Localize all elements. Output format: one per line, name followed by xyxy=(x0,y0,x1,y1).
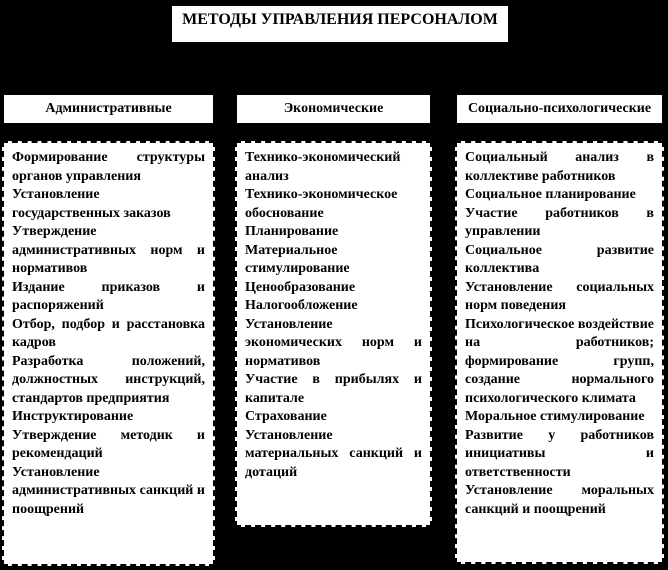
diagram-title-box xyxy=(170,4,510,44)
column-header-label: Социально-психологические xyxy=(467,101,652,116)
column-header-socio-psychological xyxy=(455,93,664,125)
list-item: Социальный анализ в коллективе работников xyxy=(465,150,654,184)
list-item: Издание приказов и распоряжений xyxy=(12,279,205,313)
list-item: Планирование xyxy=(245,224,339,239)
list-item: Социальное планирование xyxy=(465,187,636,202)
list-item: Психологическое воздействие на работников; формирование групп, создание нормального психологического климата xyxy=(465,316,654,406)
list-item: Установление социальных норм поведения xyxy=(465,279,654,313)
column-content-administrative xyxy=(2,141,215,566)
column-content-economic xyxy=(235,141,432,527)
list-item: Страхование xyxy=(245,409,327,424)
list-item: Отбор, подбор и расстановка кадров xyxy=(12,316,205,350)
list-item: Моральное стимулирование xyxy=(465,409,645,424)
list-item: Установление административных санкций и поощрений xyxy=(12,464,205,517)
list-item: Налогообложение xyxy=(245,298,358,313)
list-item: Установление государственных заказов xyxy=(12,187,171,221)
list-item: Развитие у работников инициативы и ответственности xyxy=(465,427,654,480)
column-header-label: Административные xyxy=(45,101,172,116)
list-item: Инструктирование xyxy=(12,409,134,424)
column-header-administrative xyxy=(2,93,215,125)
list-item: Участие работников в управлении xyxy=(465,205,654,239)
list-item: Участие в прибылях и капитале xyxy=(245,372,422,406)
list-item: Технико-экономическое обоснование xyxy=(245,187,398,221)
list-item: Материальное стимулирование xyxy=(245,242,350,276)
list-item: Формирование структуры органов управления xyxy=(12,150,205,184)
list-item: Утверждение методик и рекомендаций xyxy=(12,427,205,461)
list-item: Разработка положений, должностных инструкций, стандартов предприятия xyxy=(12,353,205,406)
list-item: Установление экономических норм и нормативов xyxy=(245,316,422,369)
diagram-title: МЕТОДЫ УПРАВЛЕНИЯ ПЕРСОНАЛОМ xyxy=(182,11,498,28)
column-content-socio-psychological xyxy=(455,141,664,564)
list-item: Установление моральных санкций и поощрений xyxy=(465,483,654,517)
column-header-economic xyxy=(235,93,432,125)
list-item: Технико-экономический анализ xyxy=(245,150,401,184)
list-item: Утверждение административных норм и нормативов xyxy=(12,224,205,276)
list-item: Социальное развитие коллектива xyxy=(465,242,654,276)
column-header-label: Экономические xyxy=(283,101,384,116)
list-item: Установление материальных санкций и дотаций xyxy=(245,427,422,480)
list-item: Ценообразование xyxy=(245,279,356,295)
